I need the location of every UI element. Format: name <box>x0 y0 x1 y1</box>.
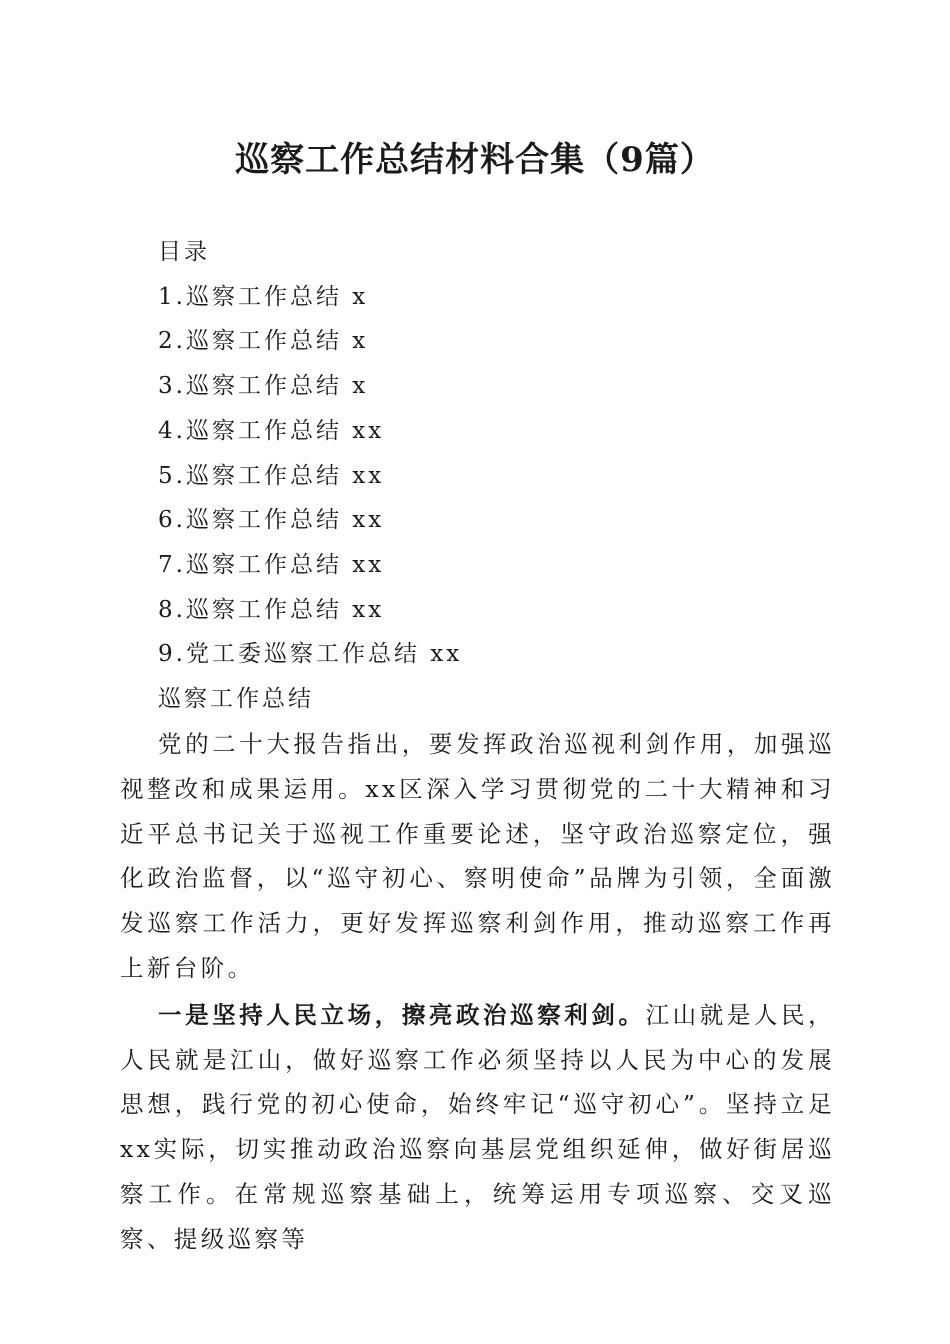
toc-item: 5.巡察工作总结 xx <box>158 462 385 489</box>
toc-item: 3.巡察工作总结 x <box>158 373 369 400</box>
toc-item: 9.党工委巡察工作总结 xx <box>158 641 463 668</box>
section-title: 巡察工作总结 <box>158 686 314 713</box>
toc-item: 4.巡察工作总结 xx <box>158 417 385 444</box>
paragraph-body: 江山就是人民，人民就是江山，做好巡察工作必须坚持以人民为中心的发展思想，践行党的初心使命，始终牢记“巡守初心”。坚持立足xx实际，切实推动政治巡察向基层党组织延伸，做好街居巡察工作。在常规巡察基础上，统筹运用专项巡察、交叉巡察、提级巡察等 <box>120 1000 835 1253</box>
toc-item: 8.巡察工作总结 xx <box>158 596 385 623</box>
body-text <box>120 722 835 1262</box>
toc-heading: 目录 <box>158 239 210 265</box>
paragraph-intro: 党的二十大报告指出，要发挥政治巡视利剑作用，加强巡视整改和成果运用。xx区深入学习贯彻党的二十大精神和习近平总书记关于巡视工作重要论述，坚守政治巡察定位，强化政治监督，以“巡守初心、察明使命”品牌为引领，全面激发巡察工作活力，更好发挥巡察利剑作用，推动巡察工作再上新台阶。 <box>120 730 835 982</box>
toc-item: 7.巡察工作总结 xx <box>158 551 385 578</box>
toc-item: 1.巡察工作总结 x <box>158 283 369 310</box>
table-of-contents <box>158 230 798 722</box>
document-title: 巡察工作总结材料合集（9篇） <box>235 140 715 180</box>
paragraph-lead: 一是坚持人民立场，擦亮政治巡察利剑。 <box>158 1000 646 1029</box>
paragraph-point-one <box>120 993 835 1262</box>
toc-item: 6.巡察工作总结 xx <box>158 507 385 534</box>
toc-item: 2.巡察工作总结 x <box>158 328 369 355</box>
